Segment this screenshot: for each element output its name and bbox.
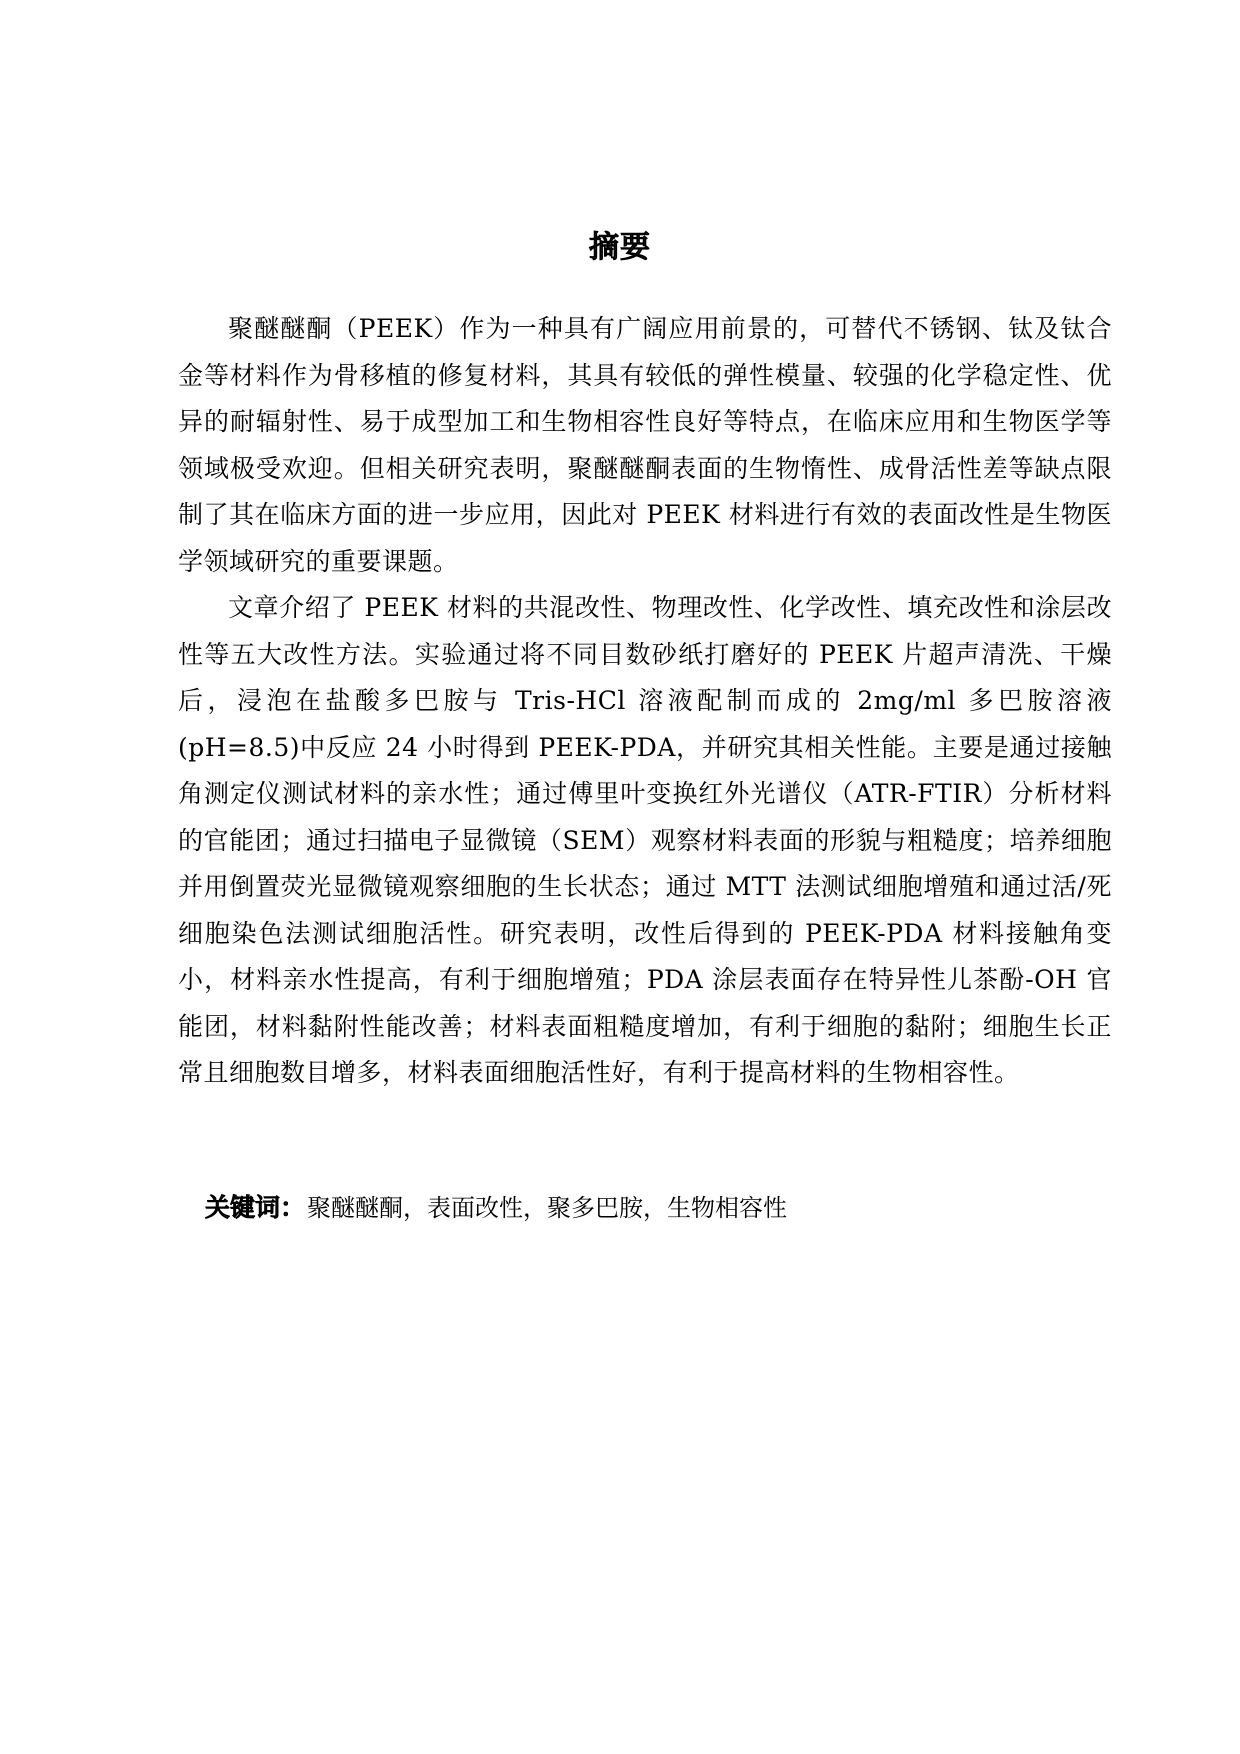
keywords-values: 聚醚醚酮，表面改性，聚多巴胺，生物相容性	[307, 1194, 788, 1222]
abstract-body	[178, 306, 1112, 1097]
abstract-paragraph-1: 聚醚醚酮（PEEK）作为一种具有广阔应用前景的，可替代不锈钢、钛及钛合金等材料作为骨移植的修复材料，其具有较低的弹性模量、较强的化学稳定性、优异的耐辐射性、易于成型加工和生物相容性良好等特点，在临床应用和生物医学等领域极受欢迎。但相关研究表明，聚醚醚酮表面的生物惰性、成骨活性差等缺点限制了其在临床方面的进一步应用，因此对 PEEK 材料进行有效的表面改性是生物医学领域研究的重要课题。	[178, 314, 1112, 576]
keywords-label: 关键词：	[205, 1193, 306, 1222]
abstract-paragraph-2: 文章介绍了 PEEK 材料的共混改性、物理改性、化学改性、填充改性和涂层改性等五大改性方法。实验通过将不同目数砂纸打磨好的 PEEK 片超声清洗、干燥后，浸泡在盐酸多巴胺与 Tris-HCl 溶液配制而成的 2mg/ml 多巴胺溶液(pH=8.5)中反应 24 小时得到 PEEK-PDA，并研究其相关性能。主要是通过接触角测定仪测试材料的亲水性；通过傅里叶变换红外光谱仪（ATR-FTIR）分析材料的官能团；通过扫描电子显微镜（SEM）观察材料表面的形貌与粗糙度；培养细胞并用倒置荧光显微镜观察细胞的生长状态；通过 MTT 法测试细胞增殖和通过活/死细胞染色法测试细胞活性。研究表明，改性后得到的 PEEK-PDA 材料接触角变小，材料亲水性提高，有利于细胞增殖；PDA 涂层表面存在特异性儿茶酚-OH 官能团，材料黏附性能改善；材料表面粗糙度增加，有利于细胞的黏附；细胞生长正常且细胞数目增多，材料表面细胞活性好，有利于提高材料的生物相容性。	[178, 593, 1112, 1087]
keywords-line	[205, 1188, 787, 1228]
page-title: 摘要	[589, 230, 651, 265]
